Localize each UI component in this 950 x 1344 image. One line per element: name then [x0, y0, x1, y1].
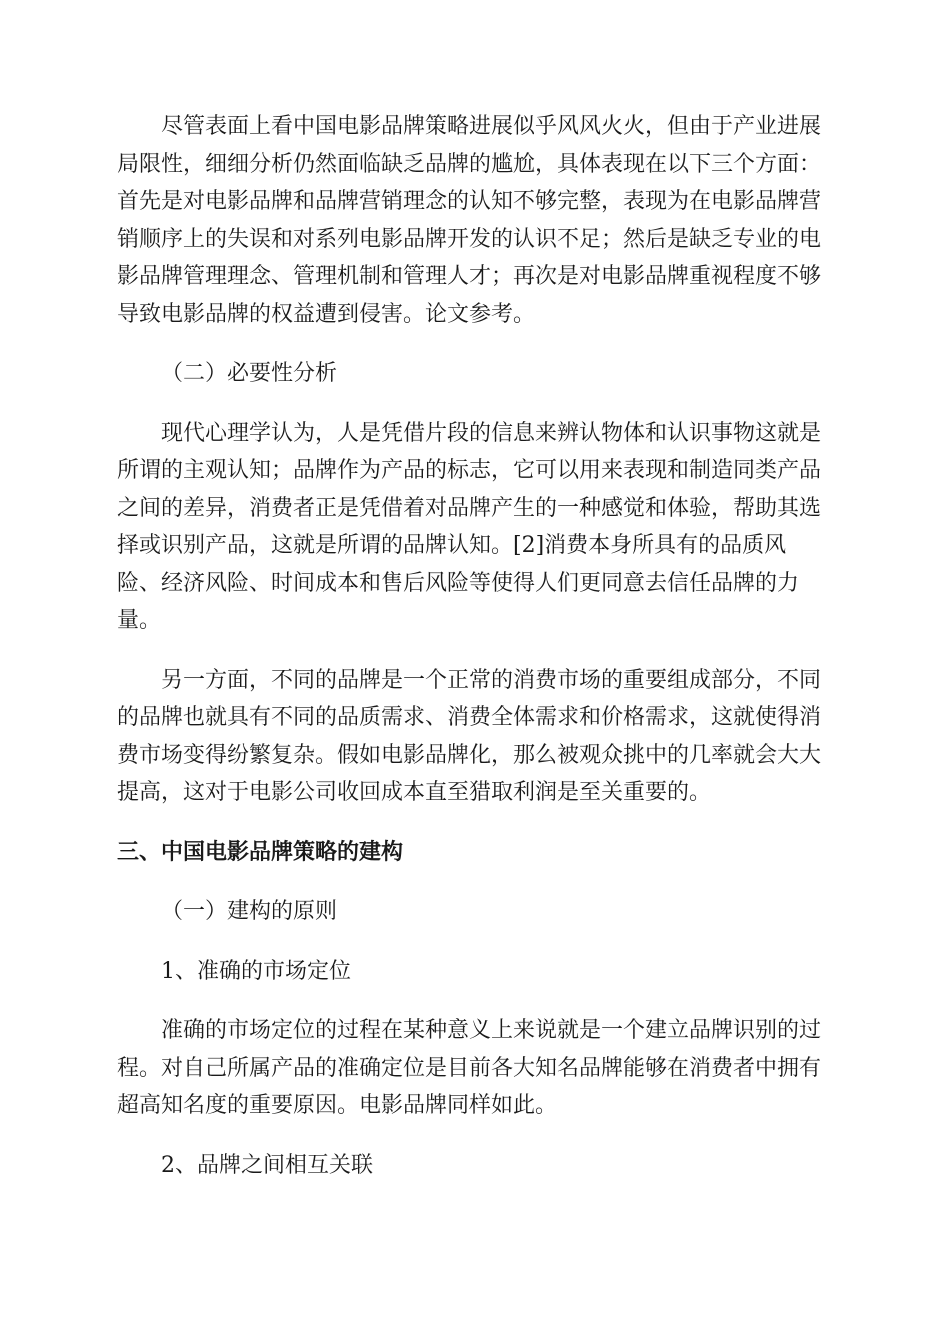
text-line: 程。对自己所属产品的准确定位是目前各大知名品牌能够在消费者中拥有	[117, 1055, 822, 1081]
text-line: 现代心理学认为，人是凭借片段的信息来辨认物体和认识事物这就是	[161, 420, 822, 446]
text-line: 超高知名度的重要原因。电影品牌同样如此。	[117, 1093, 558, 1118]
subheading-market-positioning: 1、准确的市场定位	[161, 958, 351, 984]
section-heading-construction: 三、中国电影品牌策略的建构	[117, 838, 404, 865]
text-line: 量。	[117, 608, 162, 633]
text-line: 销顺序上的失误和对系列电影品牌开发的认识不足；然后是缺乏专业的电	[117, 226, 822, 252]
paragraph-positioning	[117, 1012, 833, 1125]
text-line: 导致电影品牌的权益遭到侵害。论文参考。	[117, 301, 536, 327]
text-line: 另一方面，不同的品牌是一个正常的消费市场的重要组成部分，不同	[161, 667, 822, 693]
text-line: 的品牌也就具有不同的品质需求、消费全体需求和价格需求，这就使得消	[117, 705, 822, 730]
text-line: 准确的市场定位的过程在某种意义上来说就是一个建立品牌识别的过	[161, 1018, 822, 1043]
text-line: 尽管表面上看中国电影品牌策略进展似乎风风火火，但由于产业进展	[161, 114, 822, 139]
text-line: 所谓的主观认知；品牌作为产品的标志，它可以用来表现和制造同类产品	[117, 458, 822, 483]
subheading-necessity-analysis: （二）必要性分析	[161, 361, 338, 386]
paragraph-brand-status	[117, 108, 833, 333]
text-line: 之间的差异，消费者正是凭借着对品牌产生的一种感觉和体验，帮助其选	[117, 495, 822, 521]
text-line: 择或识别产品，这就是所谓的品牌认知。[2]消费本身所具有的品质风	[117, 533, 787, 558]
document-page	[117, 108, 833, 1206]
text-line: 影品牌管理理念、管理机制和管理人才；再次是对电影品牌重视程度不够	[117, 264, 822, 289]
text-line: 局限性，细细分析仍然面临缺乏品牌的尴尬，具体表现在以下三个方面：	[117, 151, 822, 177]
paragraph-psychology	[117, 415, 833, 640]
text-line: 提高，这对于电影公司收回成本直至猎取利润是至关重要的。	[117, 780, 712, 805]
text-line: 费市场变得纷繁复杂。假如电影品牌化，那么被观众挑中的几率就会大大	[117, 742, 822, 768]
text-line: 首先是对电影品牌和品牌营销理念的认知不够完整，表现为在电影品牌营	[117, 189, 822, 214]
subheading-brand-association: 2、品牌之间相互关联	[161, 1152, 373, 1178]
text-line: 险、经济风险、时间成本和售后风险等使得人们更同意去信任品牌的力	[117, 570, 800, 596]
paragraph-market-brands	[117, 662, 833, 812]
subheading-principles: （一）建构的原则	[161, 899, 338, 924]
